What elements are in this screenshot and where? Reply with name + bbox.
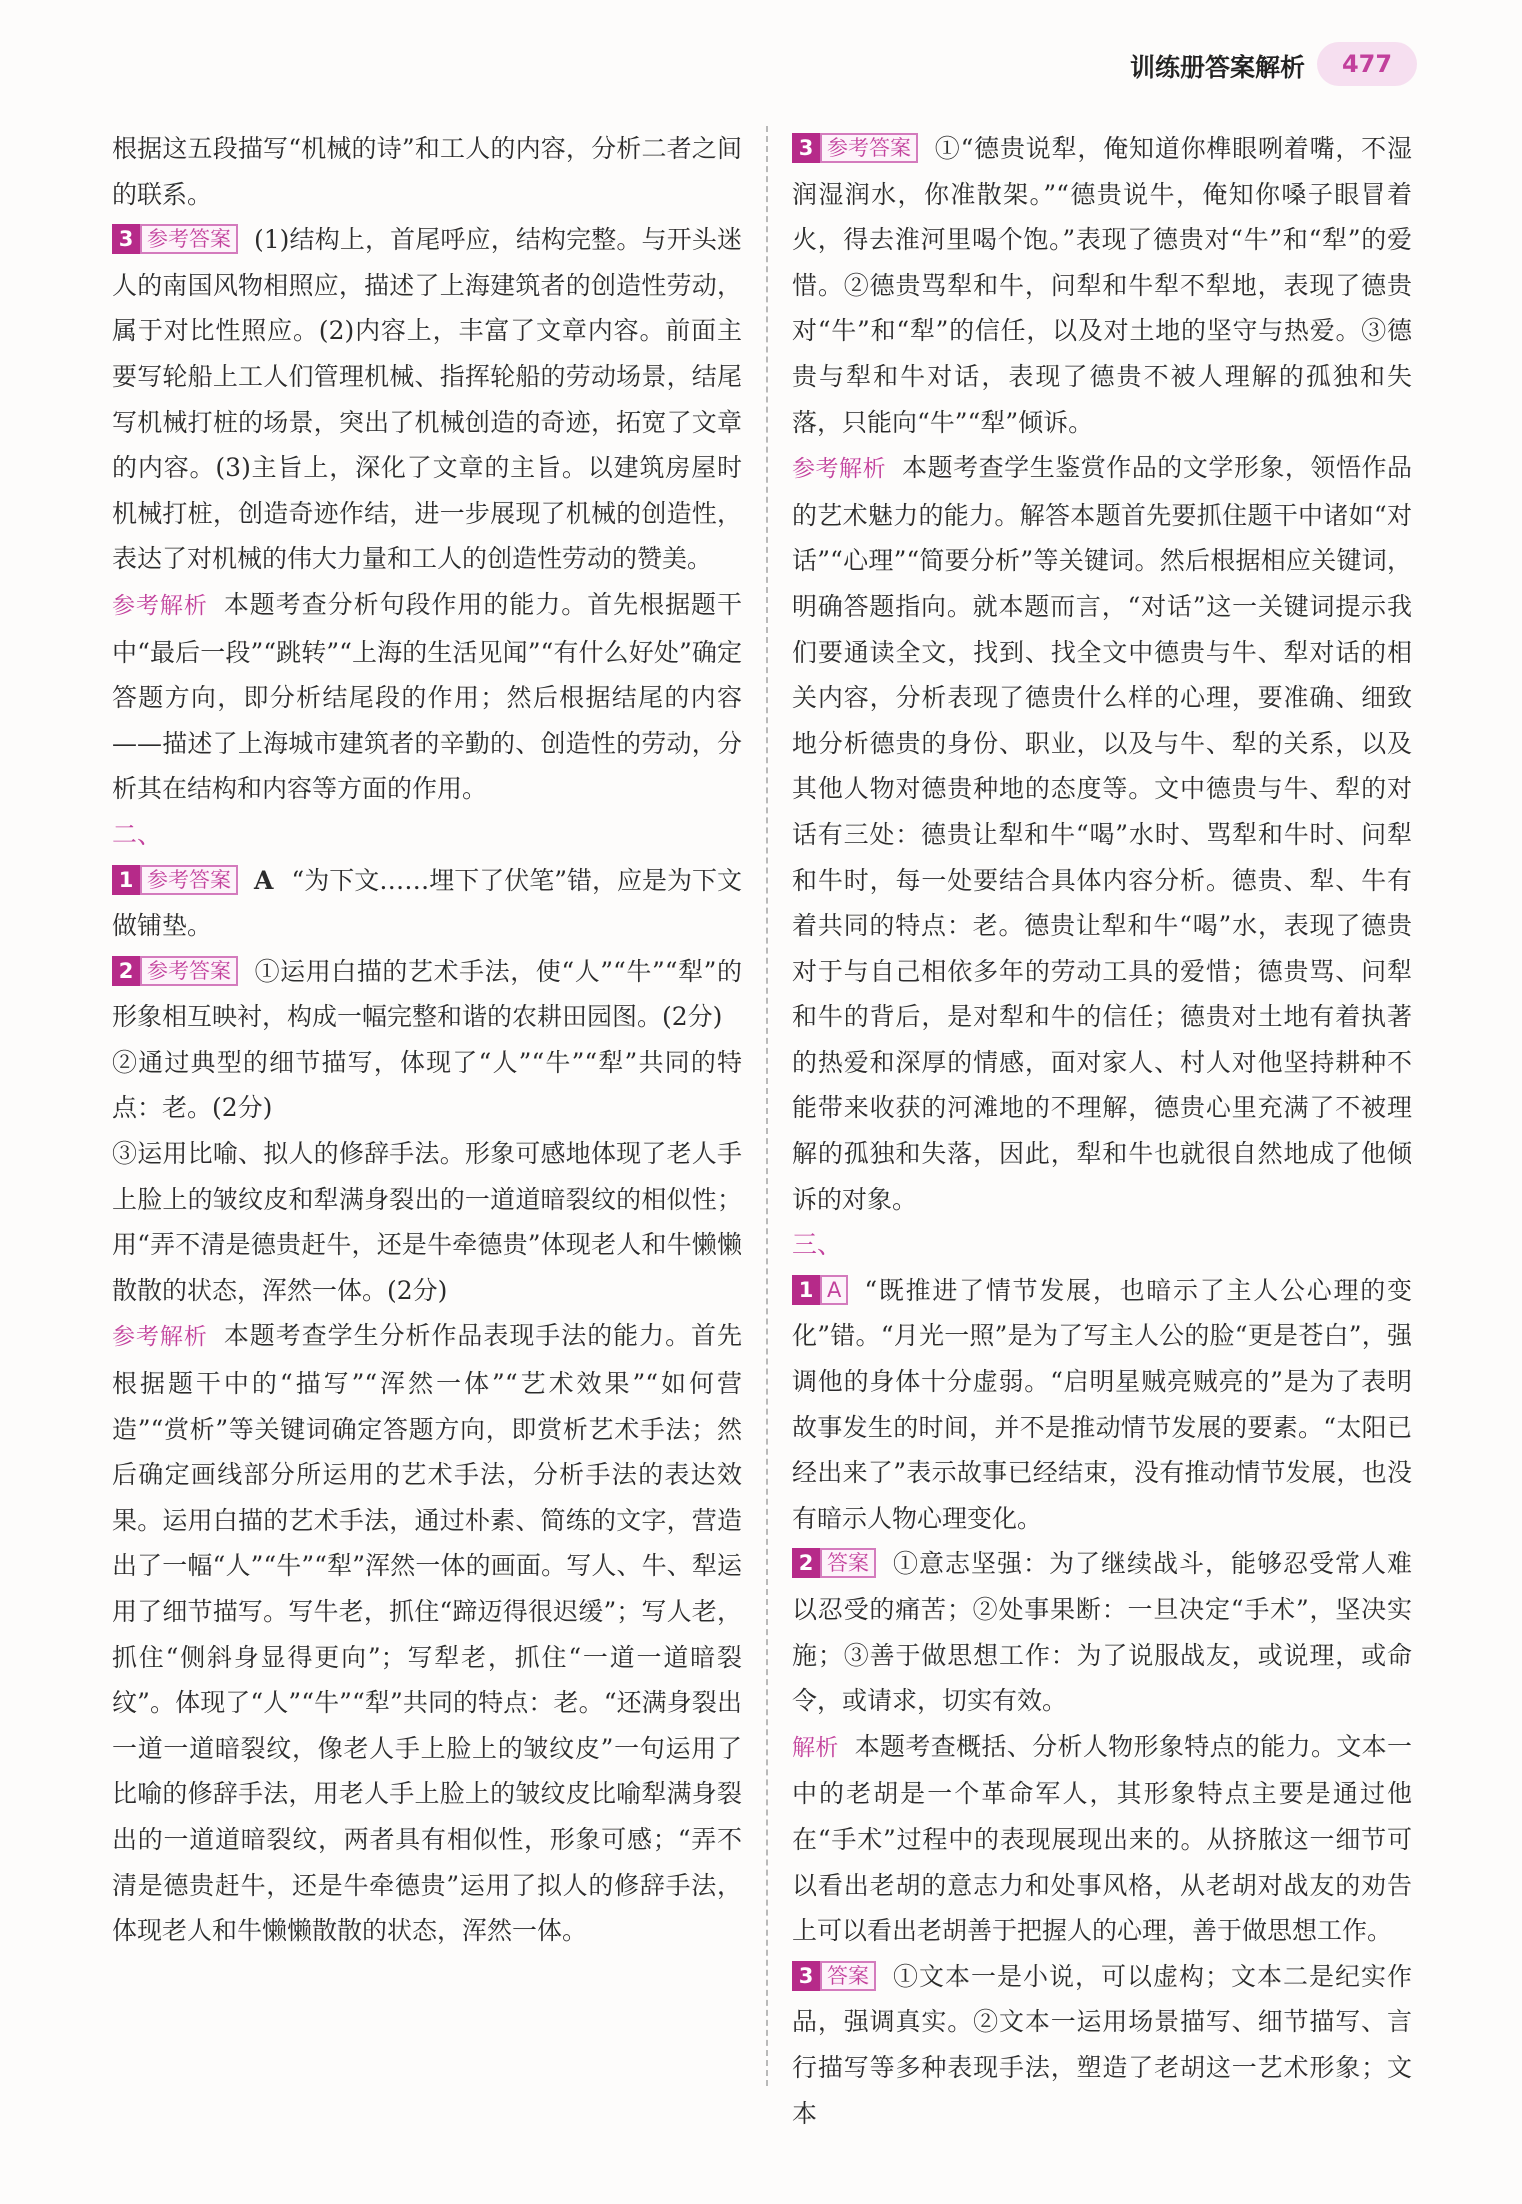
column-divider (766, 126, 768, 2086)
analysis-block (112, 1313, 742, 1953)
answer-text: (1)结构上，首尾呼应，结构完整。与开头迷人的南国风物相照应，描述了上海建筑者的创造性劳动，属于对比性照应。(2)内容上，丰富了文章内容。前面主要写轮船上工人们管理机械、指挥轮船的劳动场景，结尾写机械打桩的场景，突出了机械创造的奇迹，拓宽了文章的内容。(3)主旨上，深化了文章的主旨。以建筑房屋时机械打桩，创造奇迹作结，进一步展现了机械的创造性，表达了对机械的伟大力量和工人的创造性劳动的赞美。 (112, 225, 742, 574)
question-text: 根据这五段描写“机械的诗”和工人的内容，分析二者之间的联系。 (112, 134, 742, 209)
section-heading: 二、 (112, 819, 163, 849)
analysis-block (792, 1724, 1412, 1954)
answer-text: ①“德贵说犁，俺知道你榫眼咧着嘴，不湿润湿润水，你准散架。”“德贵说牛，俺知你嗓子眼冒着火，得去淮河里喝个饱。”表现了德贵对“牛”和“犁”的爱惜。②德贵骂犁和牛，问犁和牛犁不犁地，表现了德贵对“牛”和“犁”的信任，以及对土地的坚守与热爱。③德贵与犁和牛对话，表现了德贵不被人理解的孤独和失落，只能向“牛”“犁”倾诉。 (792, 134, 1412, 437)
answer-block (792, 1954, 1412, 2136)
analysis-label: 参考解析 (792, 456, 887, 483)
question-number: 3 (792, 1961, 820, 1991)
answer-choice: A (254, 865, 274, 895)
answer-text: ②通过典型的细节描写，体现了“人”“牛”“犁”共同的特点：老。(2分) (112, 1047, 742, 1123)
answer-tag: 参考答案 (820, 133, 918, 163)
analysis-block (112, 582, 742, 812)
answer-text: ①文本一是小说，可以虚构；文本二是纪实作品，强调真实。②文本一运用场景描写、细节描写、言行描写等多种表现手法，塑造了老胡这一艺术形象；文本 (792, 1961, 1412, 2128)
answer-tag: 答案 (820, 1548, 876, 1578)
analysis-text: 本题考查概括、分析人物形象特点的能力。文本一中的老胡是一个革命军人，其形象特点主要是通过他在“手术”过程中的表现展现出来的。从挤脓这一细节可以看出老胡的意志力和处事风格，从老胡对战友的劝告上可以看出老胡善于把握人的心理，善于做思想工作。 (792, 1731, 1412, 1946)
answer-tag: A (820, 1275, 848, 1305)
page-header (1095, 42, 1425, 86)
answer-text: ①意志坚强：为了继续战斗，能够忍受常人难以忍受的痛苦；②处事果断：一旦决定“手术”，坚决实施；③善于做思想工作：为了说服战友，或说理，或命令，或请求，切实有效。 (792, 1549, 1412, 1716)
page-number: 477 (1341, 50, 1393, 78)
left-column (112, 126, 742, 1954)
answer-block (112, 217, 742, 582)
answer-block (112, 858, 742, 949)
analysis-label: 参考解析 (112, 592, 208, 619)
answer-text: “既推进了情节发展，也暗示了主人公心理的变化”错。“月光一照”是为了写主人公的脸“更是苍白”，强调他的身体十分虚弱。“启明星贼亮贼亮的”是为了表明故事发生的时间，并不是推动情节发展的要素。“太阳已经出来了”表示故事已经结束，没有推动情节发展，也没有暗示人物心理变化。 (792, 1275, 1412, 1533)
section-heading: 三、 (792, 1230, 843, 1260)
question-number: 3 (792, 133, 820, 163)
answer-tag: 答案 (820, 1961, 876, 1991)
question-number: 2 (112, 956, 140, 986)
answer-tag: 参考答案 (140, 956, 238, 986)
question-number: 1 (112, 865, 140, 895)
answer-block (112, 949, 742, 1040)
analysis-label: 解析 (792, 1734, 839, 1761)
answer-text: ③运用比喻、拟人的修辞手法。形象可感地体现了老人手上脸上的皱纹皮和犁满身裂出的一道道暗裂纹的相似性；用“弄不清是德贵赶牛，还是牛牵德贵”体现老人和牛懒懒散散的状态，浑然一体。(2分) (112, 1139, 742, 1305)
answer-tag: 参考答案 (140, 865, 238, 895)
analysis-text: 本题考查分析句段作用的能力。首先根据题干中“最后一段”“跳转”“上海的生活见闻”“有什么好处”确定答题方向，即分析结尾段的作用；然后根据结尾的内容——描述了上海城市建筑者的辛勤的、创造性的劳动，分析其在结构和内容等方面的作用。 (112, 589, 742, 804)
right-column (792, 126, 1412, 2136)
analysis-text: 本题考查学生鉴赏作品的文学形象，领悟作品的艺术魅力的能力。解答本题首先要抓住题干中诸如“对话”“心理”“简要分析”等关键词。然后根据相应关键词，明确答题指向。就本题而言，“对话”这一关键词提示我们要通读全文，找到、找全文中德贵与牛、犁对话的相关内容，分析表现了德贵什么样的心理，要准确、细致地分析德贵的身份、职业，以及与牛、犁的关系，以及其他人物对德贵种地的态度等。文中德贵与牛、犁的对话有三处：德贵让犁和牛“喝”水时、骂犁和牛时、问犁和牛时，每一处要结合具体内容分析。德贵、犁、牛有着共同的特点：老。德贵让犁和牛“喝”水，表现了德贵对于与自己相依多年的劳动工具的爱惜；德贵骂、问犁和牛的背后，是对犁和牛的信任；德贵对土地有着执著的热爱和深厚的情感，面对家人、村人对他坚持耕种不能带来收获的河滩地的不理解，德贵心里充满了不被理解的孤独和失落，因此，犁和牛也就很自然地成了他倾诉的对象。 (792, 453, 1412, 1214)
header-title: 训练册答案解析 (1129, 53, 1305, 82)
answer-block (792, 1541, 1412, 1723)
answer-tag: 参考答案 (140, 224, 238, 254)
answer-block (792, 126, 1412, 445)
question-number: 1 (792, 1275, 820, 1305)
analysis-block (792, 445, 1412, 1222)
question-number: 2 (792, 1548, 820, 1578)
analysis-label: 参考解析 (112, 1324, 208, 1351)
answer-block (792, 1268, 1412, 1542)
answer-text: “为下文……埋下了伏笔”错，应是为下文做铺垫。 (112, 865, 742, 941)
question-number: 3 (112, 224, 140, 254)
answer-text: ①运用白描的艺术手法，使“人”“牛”“犁”的形象相互映衬，构成一幅完整和谐的农耕田园图。(2分) (112, 956, 742, 1032)
analysis-text: 本题考查学生分析作品表现手法的能力。首先根据题干中的“描写”“浑然一体”“艺术效果”“如何营造”“赏析”等关键词确定答题方向，即赏析艺术手法；然后确定画线部分所运用的艺术手法，分析手法的表达效果。运用白描的艺术手法，通过朴素、简练的文字，营造出了一幅“人”“牛”“犁”浑然一体的画面。写人、牛、犁运用了细节描写。写牛老，抓住“蹄迈得很迟缓”；写人老，抓住“侧斜身显得更向”；写犁老，抓住“一道一道暗裂纹”。体现了“人”“牛”“犁”共同的特点：老。“还满身裂出一道一道暗裂纹，像老人手上脸上的皱纹皮”一句运用了比喻的修辞手法，用老人手上脸上的皱纹皮比喻犁满身裂出的一道道暗裂纹，两者具有相似性，形象可感；“弄不清是德贵赶牛，还是牛牵德贵”运用了拟人的修辞手法，体现老人和牛懒懒散散的状态，浑然一体。 (112, 1321, 742, 1946)
